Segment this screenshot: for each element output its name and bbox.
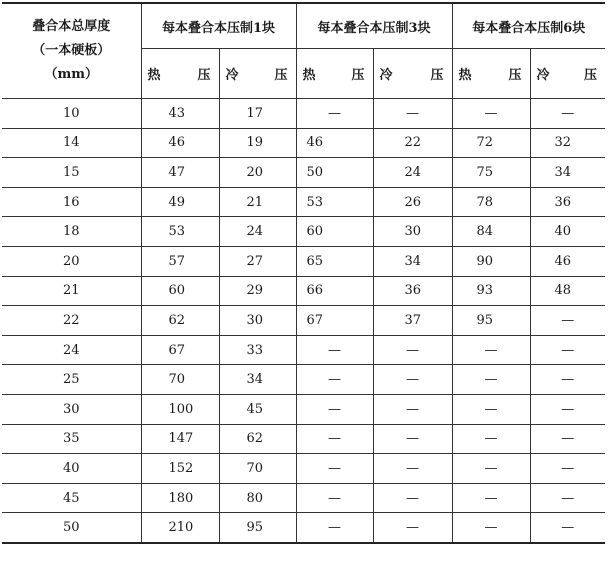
table-row <box>2 217 605 247</box>
thickness-cell: 22 <box>2 306 141 336</box>
cold-6-cell: — <box>530 394 605 424</box>
group-header-3: 每本叠合本压制3块 <box>296 3 452 49</box>
hot-3-cell: 50 <box>296 158 373 188</box>
cold-1-cell: 17 <box>219 99 296 129</box>
hot-1-cell: 43 <box>141 99 219 129</box>
hot-6-cell: 84 <box>452 217 530 247</box>
cold-press-header-6 <box>530 49 605 99</box>
hot-1-cell: 49 <box>141 187 219 217</box>
thickness-header-line-3: （mm） <box>44 67 98 82</box>
thickness-header <box>2 3 141 99</box>
table-row <box>2 158 605 188</box>
cold-1-cell: 45 <box>219 394 296 424</box>
hot-1-cell: 70 <box>141 365 219 395</box>
cold-3-cell: — <box>373 424 452 454</box>
thickness-cell: 21 <box>2 276 141 306</box>
cold-6-cell: 36 <box>530 187 605 217</box>
hot-6-cell: — <box>452 365 530 395</box>
hot-1-cell: 147 <box>141 424 219 454</box>
hot-3-cell: — <box>296 335 373 365</box>
table-row <box>2 99 605 129</box>
hot-6-cell: — <box>452 99 530 129</box>
table-row <box>2 335 605 365</box>
thickness-cell: 16 <box>2 187 141 217</box>
press-char: 压 <box>351 68 365 83</box>
cold-3-cell: 34 <box>373 246 452 276</box>
cold-3-cell: 37 <box>373 306 452 336</box>
thickness-cell: 50 <box>2 513 141 543</box>
hot-1-cell: 210 <box>141 513 219 543</box>
cold-1-cell: 33 <box>219 335 296 365</box>
table-body <box>2 99 605 543</box>
hot-1-cell: 152 <box>141 454 219 484</box>
cold-1-cell: 19 <box>219 128 296 158</box>
cold-3-cell: — <box>373 394 452 424</box>
hot-6-cell: 95 <box>452 306 530 336</box>
hot-1-cell: 46 <box>141 128 219 158</box>
press-char: 压 <box>508 68 522 83</box>
hot-3-cell: 46 <box>296 128 373 158</box>
table-row <box>2 365 605 395</box>
hot-3-cell: 65 <box>296 246 373 276</box>
thickness-header-line-1: 叠合本总厚度 <box>32 19 111 34</box>
press-char: 压 <box>197 68 211 83</box>
hot-1-cell: 47 <box>141 158 219 188</box>
press-char: 压 <box>584 68 598 83</box>
cold-3-cell: — <box>373 365 452 395</box>
cold-6-cell: — <box>530 454 605 484</box>
table-row <box>2 246 605 276</box>
thickness-cell: 15 <box>2 158 141 188</box>
hot-6-cell: 90 <box>452 246 530 276</box>
thickness-cell: 30 <box>2 394 141 424</box>
hot-3-cell: 67 <box>296 306 373 336</box>
hot-3-cell: — <box>296 424 373 454</box>
cold-3-cell: — <box>373 513 452 543</box>
cold-3-cell: 22 <box>373 128 452 158</box>
thickness-cell: 45 <box>2 483 141 513</box>
thickness-header-line-2: （一本硬板） <box>32 43 111 58</box>
thickness-cell: 14 <box>2 128 141 158</box>
pressing-table <box>2 2 605 544</box>
cold-1-cell: 80 <box>219 483 296 513</box>
cold-1-cell: 70 <box>219 454 296 484</box>
thickness-cell: 18 <box>2 217 141 247</box>
cold-char: 冷 <box>536 68 550 83</box>
hot-1-cell: 53 <box>141 217 219 247</box>
hot-6-cell: — <box>452 394 530 424</box>
hot-6-cell: 78 <box>452 187 530 217</box>
cold-1-cell: 95 <box>219 513 296 543</box>
thickness-cell: 24 <box>2 335 141 365</box>
cold-3-cell: — <box>373 483 452 513</box>
thickness-cell: 10 <box>2 99 141 129</box>
thickness-cell: 35 <box>2 424 141 454</box>
cold-3-cell: 24 <box>373 158 452 188</box>
cold-1-cell: 62 <box>219 424 296 454</box>
cold-3-cell: 30 <box>373 217 452 247</box>
hot-1-cell: 60 <box>141 276 219 306</box>
cold-1-cell: 34 <box>219 365 296 395</box>
cold-6-cell: — <box>530 99 605 129</box>
hot-1-cell: 62 <box>141 306 219 336</box>
hot-3-cell: 53 <box>296 187 373 217</box>
cold-1-cell: 27 <box>219 246 296 276</box>
hot-3-cell: 66 <box>296 276 373 306</box>
thickness-cell: 40 <box>2 454 141 484</box>
hot-press-header-3 <box>296 49 373 99</box>
cold-3-cell: — <box>373 335 452 365</box>
cold-6-cell: — <box>530 513 605 543</box>
cold-6-cell: 32 <box>530 128 605 158</box>
table-row <box>2 483 605 513</box>
table-row <box>2 513 605 543</box>
hot-3-cell: — <box>296 513 373 543</box>
cold-6-cell: 34 <box>530 158 605 188</box>
hot-3-cell: — <box>296 454 373 484</box>
cold-press-header-3 <box>373 49 452 99</box>
hot-3-cell: — <box>296 99 373 129</box>
cold-3-cell: 26 <box>373 187 452 217</box>
cold-1-cell: 24 <box>219 217 296 247</box>
hot-3-cell: — <box>296 394 373 424</box>
hot-6-cell: — <box>452 454 530 484</box>
hot-press-header-6 <box>452 49 530 99</box>
cold-6-cell: — <box>530 306 605 336</box>
cold-char: 冷 <box>379 68 393 83</box>
cold-1-cell: 20 <box>219 158 296 188</box>
table-row <box>2 424 605 454</box>
cold-6-cell: — <box>530 483 605 513</box>
cold-6-cell: — <box>530 335 605 365</box>
cold-6-cell: — <box>530 365 605 395</box>
table-row <box>2 128 605 158</box>
hot-6-cell: — <box>452 424 530 454</box>
hot-char: 热 <box>302 68 316 83</box>
cold-3-cell: — <box>373 99 452 129</box>
hot-3-cell: — <box>296 365 373 395</box>
hot-1-cell: 67 <box>141 335 219 365</box>
hot-6-cell: 72 <box>452 128 530 158</box>
hot-1-cell: 180 <box>141 483 219 513</box>
hot-6-cell: — <box>452 335 530 365</box>
hot-6-cell: — <box>452 513 530 543</box>
hot-1-cell: 57 <box>141 246 219 276</box>
cold-1-cell: 29 <box>219 276 296 306</box>
press-char: 压 <box>274 68 288 83</box>
cold-1-cell: 21 <box>219 187 296 217</box>
hot-6-cell: 75 <box>452 158 530 188</box>
hot-press-header-1 <box>141 49 219 99</box>
cold-1-cell: 30 <box>219 306 296 336</box>
table-row <box>2 454 605 484</box>
table-row <box>2 306 605 336</box>
cold-6-cell: — <box>530 424 605 454</box>
hot-3-cell: 60 <box>296 217 373 247</box>
hot-6-cell: 93 <box>452 276 530 306</box>
group-header-6: 每本叠合本压制6块 <box>452 3 605 49</box>
hot-3-cell: — <box>296 483 373 513</box>
table-row <box>2 187 605 217</box>
header-row-groups <box>2 3 605 49</box>
hot-char: 热 <box>147 68 161 83</box>
table-row <box>2 394 605 424</box>
cold-press-header-1 <box>219 49 296 99</box>
cold-6-cell: 46 <box>530 246 605 276</box>
press-char: 压 <box>430 68 444 83</box>
cold-char: 冷 <box>225 68 239 83</box>
cold-3-cell: 36 <box>373 276 452 306</box>
hot-1-cell: 100 <box>141 394 219 424</box>
hot-char: 热 <box>458 68 472 83</box>
table-row <box>2 276 605 306</box>
hot-6-cell: — <box>452 483 530 513</box>
group-header-1: 每本叠合本压制1块 <box>141 3 296 49</box>
cold-6-cell: 40 <box>530 217 605 247</box>
thickness-cell: 20 <box>2 246 141 276</box>
cold-6-cell: 48 <box>530 276 605 306</box>
cold-3-cell: — <box>373 454 452 484</box>
thickness-cell: 25 <box>2 365 141 395</box>
